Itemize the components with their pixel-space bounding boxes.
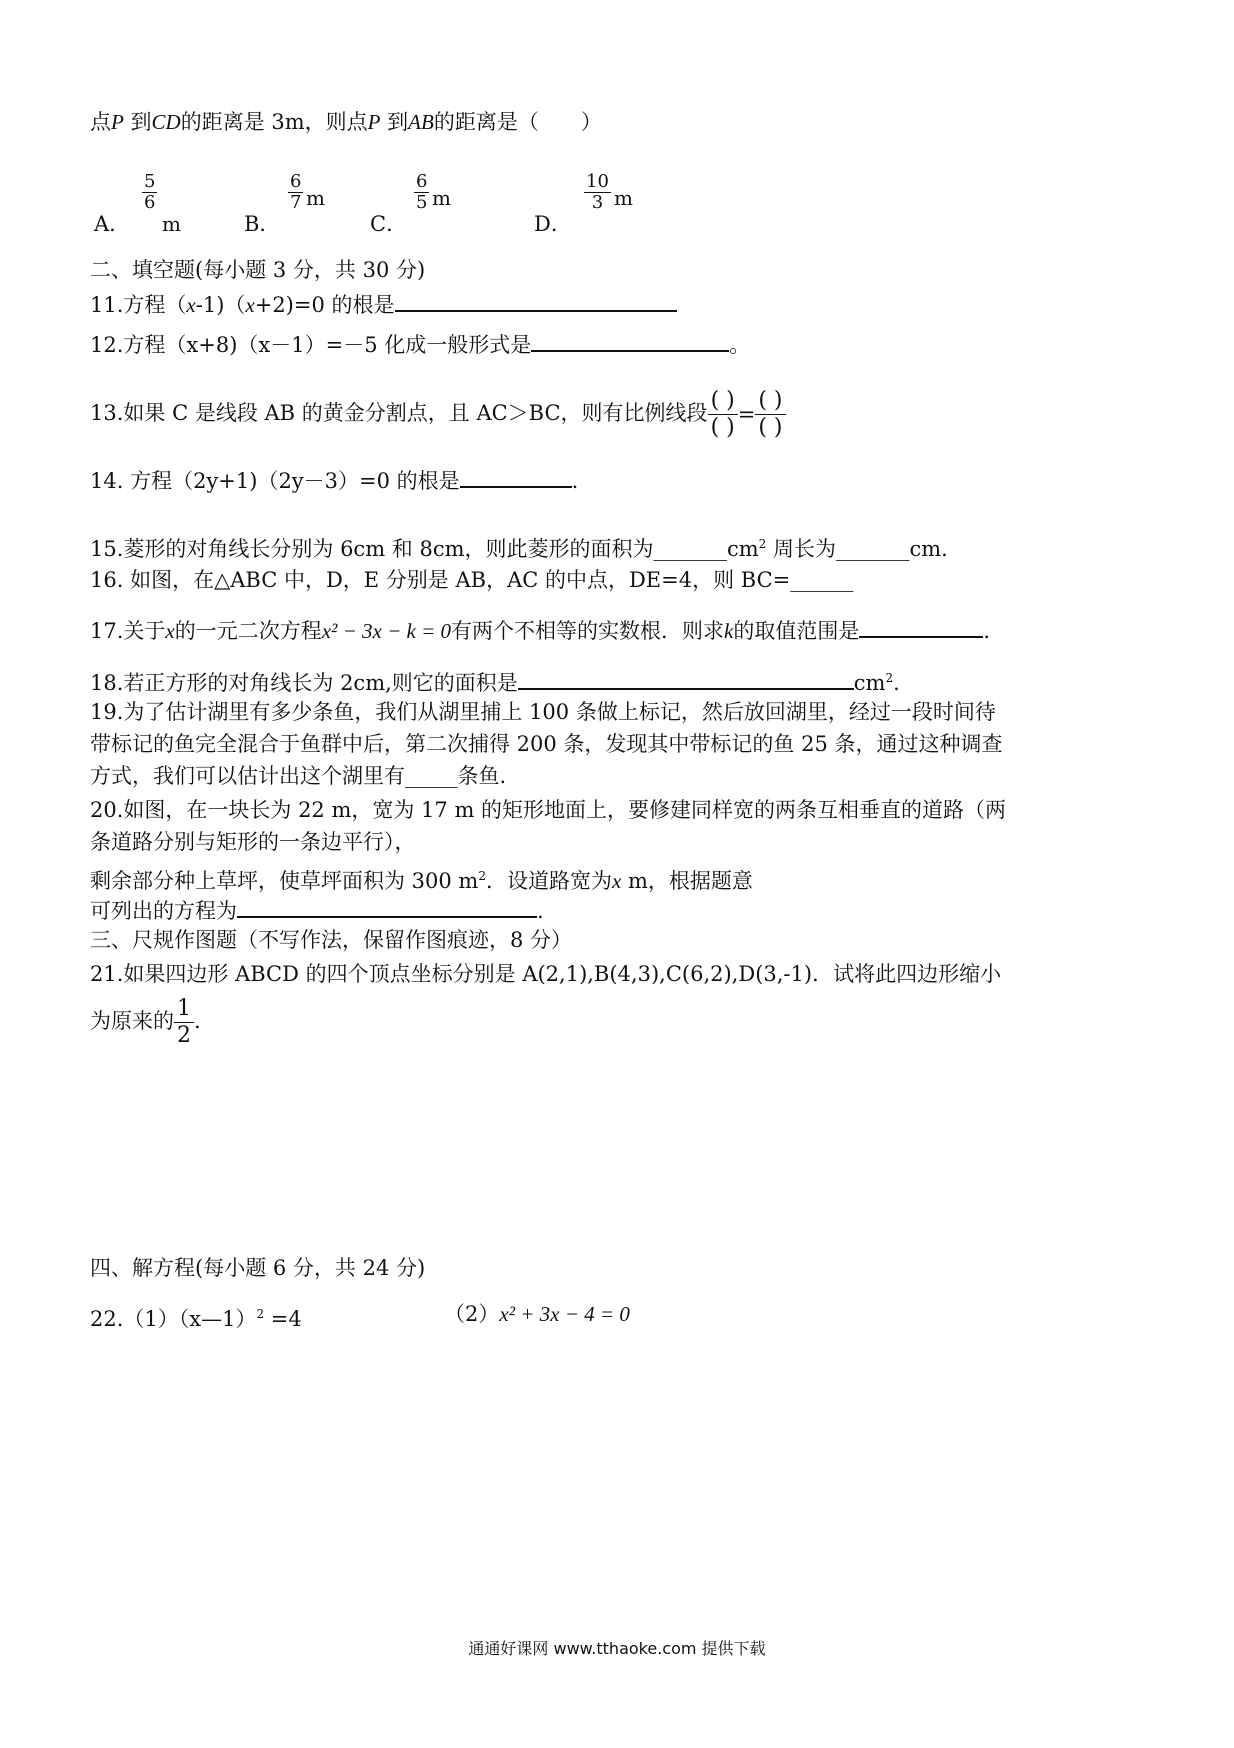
equation: x² + 3x − 4 = 0 [499,1302,630,1326]
question-21-line: 21.如果四边形 ABCD 的四个顶点坐标分别是 A(2,1),B(4,3),C(6,2),D(3,-1)．试将此四边形缩小 [90,962,1002,986]
q10-var-p: P [111,110,124,134]
question-20-line: 条道路分别与矩形的一条边平行）， [90,830,416,854]
question-14: 14. 方程（2y+1)（2y－3）=0 的根是 . [90,464,578,495]
question-19-line: 19.为了估计湖里有多少条鱼，我们从湖里捕上 100 条做上标记，然后放回湖里，经过一段时间待 [90,700,996,724]
question-19-line: 带标记的鱼完全混合于鱼群中后，第二次捕得 200 条，发现其中带标记的鱼 25 条，通过这种调查 [90,732,1003,756]
proportion-left: $\frac{( )}{( )}$ [708,388,738,441]
q10-text: 的距离是（ ） [433,110,602,134]
footer-credit: 通通好课网 www.tthaoke.com 提供下载 [468,1639,766,1658]
option-unit: m [614,186,633,210]
question-20-line: 剩余部分种上草坪，使草坪面积为 300 $m^2$．设道路宽为x m，根据题意 [90,869,753,893]
question-20-line: 可列出的方程为 . [90,894,544,925]
section-heading: 四、解方程(每小题 6 分，共 24 分) [90,1256,426,1280]
option-unit: m [432,186,451,210]
question-13: 13.如果 C 是线段 AB 的黄金分割点，且 AC＞BC，则有比例线段 $\frac{( )}{( )}$ = $\frac{( )}{( )}$ [90,388,786,441]
question-21-line: 为原来的 $\frac{1}{2}$ . [90,996,201,1048]
option-letter: D． [534,212,572,236]
question-20-line: 20.如图，在一块长为 22 m，宽为 17 m 的矩形地面上，要修建同样宽的两条互相垂直的道路（两 [90,798,1007,822]
answer-blank[interactable] [859,614,983,638]
question-11: 11.方程（x-1)（x+2)=0 的根是 [90,288,677,319]
option-fraction: $\frac{6}{7}$ [290,171,302,213]
question-15: 15.菱形的对角线长分别为 6cm 和 8cm，则此菱形的面积为$\_\_\_\_\_\_\_cm^2$ 周长为_______cm. [90,537,948,561]
question-22: 22.（1）（x—1）$^2$ =4 [90,1307,302,1331]
option-unit: m [162,212,181,236]
question-19-line: 方式，我们可以估计出这个湖里有_____条鱼. [90,764,507,788]
q10-text: 点 [90,110,111,134]
q10-var-p: P [367,110,381,134]
q10-text: 到 [380,110,409,134]
question-17: 17.关于x的一元二次方程x² − 3x − k = 0有两个不相等的实数根．则求k的取值范围是 . [90,614,990,645]
option-letter: C． [370,212,408,236]
answer-blank[interactable] [460,464,572,488]
q10-var-cd: CD [151,110,181,134]
question-22-part2: （2）x² + 3x − 4 = 0 [444,1302,630,1326]
question-18: 18.若正方形的对角线长为 2cm,则它的面积是 $cm^2$. [90,664,900,697]
q10-line [90,108,602,136]
q10-var-ab: AB [408,110,434,134]
option-letter: B． [244,212,281,236]
option-letter: A． [94,212,131,236]
section-heading: 三、尺规作图题（不写作法，保留作图痕迹，8 分） [90,928,573,952]
answer-blank[interactable] [531,328,729,352]
equation: x² − 3x − k = 0 [321,619,452,643]
q10-text: 的距离是 3m，则点 [180,110,368,134]
option-unit: m [306,186,325,210]
q10-text: 到 [123,110,152,134]
proportion-right: $\frac{( )}{( )}$ [755,388,785,441]
option-fraction: $\frac{5}{6}$ [144,171,156,213]
option-fraction: $\frac{6}{5}$ [416,171,428,213]
fraction-one-half: $\frac{1}{2}$ [174,996,194,1049]
section-heading: 二、填空题(每小题 3 分，共 30 分) [90,258,426,282]
answer-blank[interactable] [395,288,677,312]
answer-blank[interactable] [518,666,854,690]
answer-blank[interactable] [237,894,537,918]
question-16: 16. 如图，在△ABC 中，D，E 分别是 AB，AC 的中点，DE=4，则 BC=______ [90,568,854,592]
option-fraction: $\frac{10}{3}$ [586,171,609,213]
question-12: 12.方程（x+8)（x－1）=－5 化成一般形式是 。 [90,328,750,359]
